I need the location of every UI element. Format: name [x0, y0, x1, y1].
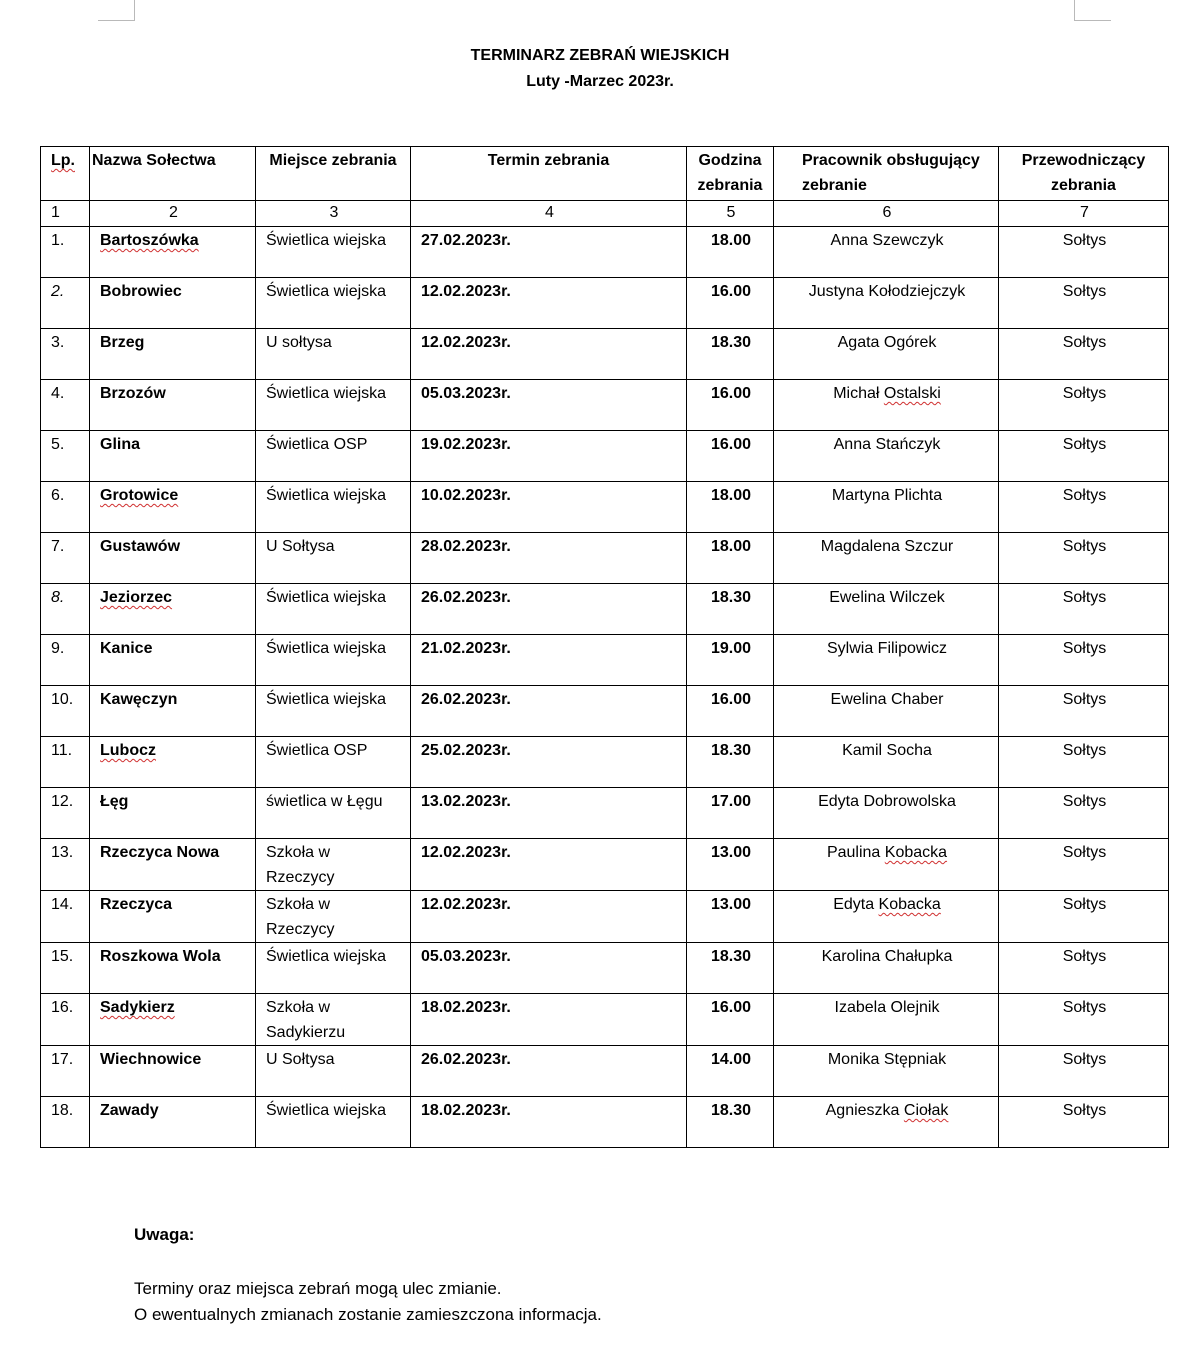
row-meeting-date: 27.02.2023r.	[411, 227, 687, 278]
spellcheck-word: Bartoszówka	[100, 232, 199, 249]
row-chairperson: Sołtys	[999, 635, 1169, 686]
row-meeting-date: 21.02.2023r.	[411, 635, 687, 686]
row-meeting-place: Świetlica OSP	[256, 431, 411, 482]
table-row	[41, 584, 1169, 635]
row-staff-member: Sylwia Filipowicz	[774, 635, 999, 686]
table-row	[41, 329, 1169, 380]
row-staff-member: Izabela Olejnik	[774, 994, 999, 1046]
row-solectwo-name: Zawady	[90, 1097, 256, 1148]
spellcheck-word: Lubocz	[100, 742, 156, 759]
row-meeting-date: 18.02.2023r.	[411, 994, 687, 1046]
row-meeting-date: 19.02.2023r.	[411, 431, 687, 482]
row-chairperson: Sołtys	[999, 227, 1169, 278]
row-solectwo-name: Glina	[90, 431, 256, 482]
row-chairperson: Sołtys	[999, 686, 1169, 737]
row-meeting-time: 18.00	[687, 227, 774, 278]
document-title: TERMINARZ ZEBRAŃ WIEJSKICH	[470, 47, 730, 64]
row-lp: 11.	[41, 737, 90, 788]
row-staff-member: Justyna Kołodziejczyk	[774, 278, 999, 329]
row-meeting-place: Świetlica wiejska	[256, 584, 411, 635]
row-staff-member: Ewelina Wilczek	[774, 584, 999, 635]
row-meeting-place: U Sołtysa	[256, 1046, 411, 1097]
row-meeting-time: 18.30	[687, 329, 774, 380]
row-chairperson: Sołtys	[999, 380, 1169, 431]
row-lp: 16.	[41, 994, 90, 1046]
column-number: 7	[999, 201, 1169, 227]
row-lp: 14.	[41, 891, 90, 943]
header-przewodniczacy: Przewodniczący zebrania	[999, 147, 1169, 201]
header-godzina-zebrania: Godzina zebrania	[687, 147, 774, 201]
table-row	[41, 431, 1169, 482]
row-meeting-time: 18.30	[687, 584, 774, 635]
notes-line: O ewentualnych zmianach zostanie zamieszczona informacja.	[134, 1305, 602, 1324]
row-solectwo-name	[90, 227, 256, 278]
row-lp: 12.	[41, 788, 90, 839]
row-chairperson: Sołtys	[999, 533, 1169, 584]
spellcheck-word: Ostalski	[883, 385, 941, 402]
row-meeting-date: 12.02.2023r.	[411, 278, 687, 329]
row-meeting-date: 28.02.2023r.	[411, 533, 687, 584]
meeting-schedule-table	[40, 146, 1169, 1148]
table-row	[41, 482, 1169, 533]
row-meeting-place: Szkoła w Rzeczycy	[256, 891, 411, 943]
row-meeting-place: Świetlica wiejska	[256, 686, 411, 737]
row-lp: 4.	[41, 380, 90, 431]
row-meeting-time: 16.00	[687, 380, 774, 431]
row-solectwo-name: Roszkowa Wola	[90, 943, 256, 994]
table-row	[41, 1046, 1169, 1097]
row-staff-member: Agata Ogórek	[774, 329, 999, 380]
row-meeting-place: U sołtysa	[256, 329, 411, 380]
page-corner-mark	[98, 0, 135, 21]
row-meeting-time: 18.30	[687, 943, 774, 994]
row-lp: 18.	[41, 1097, 90, 1148]
row-meeting-date: 05.03.2023r.	[411, 943, 687, 994]
row-lp: 10.	[41, 686, 90, 737]
table-row	[41, 533, 1169, 584]
row-chairperson: Sołtys	[999, 1097, 1169, 1148]
row-meeting-time: 13.00	[687, 839, 774, 891]
table-row	[41, 380, 1169, 431]
row-chairperson: Sołtys	[999, 839, 1169, 891]
row-chairperson: Sołtys	[999, 788, 1169, 839]
column-number: 2	[90, 201, 256, 227]
row-chairperson: Sołtys	[999, 278, 1169, 329]
row-lp: 6.	[41, 482, 90, 533]
row-meeting-place: U Sołtysa	[256, 533, 411, 584]
header-nazwa-solectwa: Nazwa Sołectwa	[90, 147, 256, 201]
row-solectwo-name: Gustawów	[90, 533, 256, 584]
row-chairperson: Sołtys	[999, 1046, 1169, 1097]
table-row	[41, 686, 1169, 737]
row-meeting-time: 16.00	[687, 686, 774, 737]
row-staff-member: Kamil Socha	[774, 737, 999, 788]
row-staff-member: Anna Szewczyk	[774, 227, 999, 278]
row-solectwo-name: Kanice	[90, 635, 256, 686]
row-meeting-place: świetlica w Łęgu	[256, 788, 411, 839]
row-meeting-date: 26.02.2023r.	[411, 584, 687, 635]
row-lp: 5.	[41, 431, 90, 482]
table-row	[41, 635, 1169, 686]
column-number: 4	[411, 201, 687, 227]
notes-line: Terminy oraz miejsca zebrań mogą ulec zmianie.	[134, 1279, 502, 1298]
row-solectwo-name: Bobrowiec	[90, 278, 256, 329]
document-subtitle: Luty -Marzec 2023r.	[526, 73, 674, 90]
row-lp: 17.	[41, 1046, 90, 1097]
row-solectwo-name: Rzeczyca	[90, 891, 256, 943]
table-row	[41, 994, 1169, 1046]
row-staff-member: Magdalena Szczur	[774, 533, 999, 584]
row-meeting-time: 17.00	[687, 788, 774, 839]
row-chairperson: Sołtys	[999, 482, 1169, 533]
row-meeting-time: 18.30	[687, 737, 774, 788]
page-corner-mark	[1074, 0, 1111, 21]
table-row	[41, 1097, 1169, 1148]
row-meeting-date: 05.03.2023r.	[411, 380, 687, 431]
row-solectwo-name: Łęg	[90, 788, 256, 839]
row-chairperson: Sołtys	[999, 584, 1169, 635]
row-lp: 13.	[41, 839, 90, 891]
row-solectwo-name	[90, 482, 256, 533]
column-number: 6	[774, 201, 999, 227]
table-row	[41, 839, 1169, 891]
header-miejsce-zebrania: Miejsce zebrania	[256, 147, 411, 201]
row-meeting-place: Świetlica wiejska	[256, 380, 411, 431]
row-staff-member: Martyna Plichta	[774, 482, 999, 533]
row-meeting-place: Szkoła w Sadykierzu	[256, 994, 411, 1046]
row-chairperson: Sołtys	[999, 329, 1169, 380]
row-meeting-time: 18.00	[687, 482, 774, 533]
spellcheck-word: Kobacka	[878, 896, 941, 913]
row-meeting-time: 14.00	[687, 1046, 774, 1097]
row-solectwo-name: Kawęczyn	[90, 686, 256, 737]
row-meeting-time: 18.00	[687, 533, 774, 584]
column-number-row	[41, 201, 1169, 227]
row-solectwo-name: Brzeg	[90, 329, 256, 380]
table-row	[41, 737, 1169, 788]
column-number: 5	[687, 201, 774, 227]
notes-heading: Uwaga:	[134, 1225, 195, 1244]
spellcheck-word: Kobacka	[884, 844, 948, 861]
row-staff-member: Michał Ostalski	[774, 380, 999, 431]
row-solectwo-name	[90, 994, 256, 1046]
row-meeting-date: 25.02.2023r.	[411, 737, 687, 788]
table-row	[41, 788, 1169, 839]
header-pracownik: Pracownik obsługujący zebranie	[774, 147, 999, 201]
column-number: 1	[41, 201, 90, 227]
column-number: 3	[256, 201, 411, 227]
row-chairperson: Sołtys	[999, 994, 1169, 1046]
table-header-row	[41, 147, 1169, 201]
row-lp: 9.	[41, 635, 90, 686]
row-meeting-time: 16.00	[687, 278, 774, 329]
row-lp: 1.	[41, 227, 90, 278]
row-staff-member: Anna Stańczyk	[774, 431, 999, 482]
row-meeting-place: Świetlica OSP	[256, 737, 411, 788]
row-meeting-place: Świetlica wiejska	[256, 1097, 411, 1148]
row-meeting-date: 12.02.2023r.	[411, 329, 687, 380]
row-solectwo-name	[90, 737, 256, 788]
row-meeting-date: 26.02.2023r.	[411, 686, 687, 737]
row-staff-member: Edyta Dobrowolska	[774, 788, 999, 839]
row-meeting-date: 26.02.2023r.	[411, 1046, 687, 1097]
row-meeting-place: Świetlica wiejska	[256, 227, 411, 278]
row-solectwo-name: Wiechnowice	[90, 1046, 256, 1097]
table-row	[41, 278, 1169, 329]
row-meeting-place: Świetlica wiejska	[256, 278, 411, 329]
row-meeting-time: 16.00	[687, 431, 774, 482]
row-meeting-date: 13.02.2023r.	[411, 788, 687, 839]
row-chairperson: Sołtys	[999, 431, 1169, 482]
header-lp: Lp.	[41, 147, 90, 201]
row-chairperson: Sołtys	[999, 737, 1169, 788]
spellcheck-word: Ciołak	[903, 1102, 949, 1119]
row-chairperson: Sołtys	[999, 943, 1169, 994]
table-row	[41, 227, 1169, 278]
table-row	[41, 943, 1169, 994]
row-staff-member: Agnieszka Ciołak	[774, 1097, 999, 1148]
row-meeting-place: Szkoła w Rzeczycy	[256, 839, 411, 891]
row-solectwo-name: Brzozów	[90, 380, 256, 431]
row-meeting-date: 10.02.2023r.	[411, 482, 687, 533]
row-meeting-time: 16.00	[687, 994, 774, 1046]
row-staff-member: Karolina Chałupka	[774, 943, 999, 994]
row-lp: 15.	[41, 943, 90, 994]
spellcheck-word: Jeziorzec	[100, 589, 173, 606]
row-lp: 8.	[41, 584, 90, 635]
spellcheck-word: Sadykierz	[100, 999, 175, 1016]
row-meeting-time: 13.00	[687, 891, 774, 943]
row-staff-member: Paulina Kobacka	[774, 839, 999, 891]
row-lp: 2.	[41, 278, 90, 329]
row-solectwo-name	[90, 584, 256, 635]
row-lp: 3.	[41, 329, 90, 380]
row-meeting-time: 18.30	[687, 1097, 774, 1148]
row-meeting-date: 18.02.2023r.	[411, 1097, 687, 1148]
table-row	[41, 891, 1169, 943]
row-solectwo-name: Rzeczyca Nowa	[90, 839, 256, 891]
row-meeting-date: 12.02.2023r.	[411, 839, 687, 891]
spellcheck-word: Grotowice	[100, 487, 179, 504]
row-meeting-time: 19.00	[687, 635, 774, 686]
row-staff-member: Monika Stępniak	[774, 1046, 999, 1097]
row-staff-member: Ewelina Chaber	[774, 686, 999, 737]
header-termin-zebrania: Termin zebrania	[411, 147, 687, 201]
row-chairperson: Sołtys	[999, 891, 1169, 943]
row-meeting-date: 12.02.2023r.	[411, 891, 687, 943]
row-lp: 7.	[41, 533, 90, 584]
row-meeting-place: Świetlica wiejska	[256, 635, 411, 686]
row-staff-member: Edyta Kobacka	[774, 891, 999, 943]
row-meeting-place: Świetlica wiejska	[256, 943, 411, 994]
row-meeting-place: Świetlica wiejska	[256, 482, 411, 533]
